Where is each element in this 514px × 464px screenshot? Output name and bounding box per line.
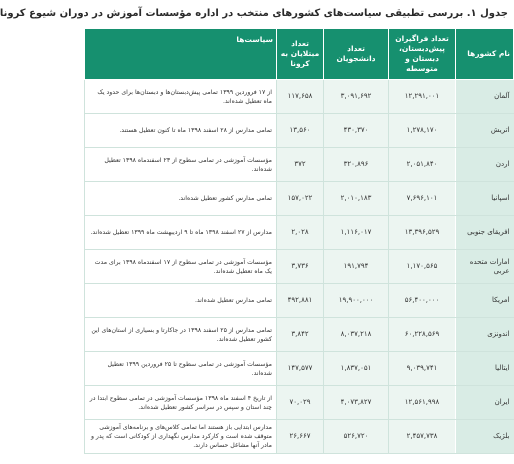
policy-cell: مدارس ابتدایی باز هستند اما تمامی کلاس‌های و برنامه‌های آموزشی متوقف شده است و کارکرد مدارس نگهداری از کودکانی است که پدر و مادر آنها مشاغل حساس دارند. bbox=[85, 420, 277, 454]
university-cell: ۱,۸۳۷,۰۵۱ bbox=[324, 352, 389, 386]
university-cell: ۴۳۰,۳۷۰ bbox=[324, 114, 389, 148]
country-cell: امارات متحده عربی bbox=[456, 250, 514, 284]
country-cell: ایتالیا bbox=[456, 352, 514, 386]
policy-cell: مؤسسات آموزشی در تمامی سطوح از ۲۳ اسفندماه ۱۳۹۸ تعطیل شده‌اند. bbox=[85, 148, 277, 182]
policy-cell: تمامی مدارس کشور تعطیل شده‌اند. bbox=[85, 182, 277, 216]
policy-cell: تمامی مدارس از ۲۵ اسفند ۱۳۹۸ در جاکارتا و بسیاری از استان‌های این کشور تعطیل شده‌اند. bbox=[85, 318, 277, 352]
table-row bbox=[85, 148, 514, 182]
infected-cell: ۴۹۲,۸۸۱ bbox=[277, 284, 324, 318]
students-cell: ۲,۴۵۷,۷۳۸ bbox=[389, 420, 456, 454]
table-row bbox=[85, 386, 514, 420]
infected-cell: ۱۵۷,۰۲۲ bbox=[277, 182, 324, 216]
country-cell: اردن bbox=[456, 148, 514, 182]
table-row bbox=[85, 284, 514, 318]
policy-cell: تمامی مدارس از ۲۸ اسفند ۱۳۹۸ ماه تا کنون تعطیل هستند. bbox=[85, 114, 277, 148]
country-cell: بلژیک bbox=[456, 420, 514, 454]
students-cell: ۹,۰۳۹,۷۴۱ bbox=[389, 352, 456, 386]
infected-cell: ۳۷۲ bbox=[277, 148, 324, 182]
students-cell: ۶۰,۲۲۸,۵۶۹ bbox=[389, 318, 456, 352]
header-row bbox=[85, 29, 514, 80]
university-cell: ۱,۱۱۶,۰۱۷ bbox=[324, 216, 389, 250]
table-row bbox=[85, 352, 514, 386]
students-cell: ۱۲,۵۶۱,۹۹۸ bbox=[389, 386, 456, 420]
university-cell: ۱۹۱,۷۹۴ bbox=[324, 250, 389, 284]
table-row bbox=[85, 420, 514, 454]
infected-cell: ۲۶,۶۶۷ bbox=[277, 420, 324, 454]
students-cell: ۱۳,۳۹۶,۵۲۹ bbox=[389, 216, 456, 250]
policy-cell: مؤسسات آموزشی در تمامی سطوح تا ۲۵ فروردین ۱۳۹۹ تعطیل شده‌اند. bbox=[85, 352, 277, 386]
policy-cell: از ۱۷ فروردین ۱۳۹۹ تمامی پیش‌دبستان‌ها و دبستان‌ها برای حدود یک ماه تعطیل شده‌اند. bbox=[85, 80, 277, 114]
students-cell: ۱۲,۲۹۱,۰۰۱ bbox=[389, 80, 456, 114]
infected-cell: ۱۴۷,۵۷۷ bbox=[277, 352, 324, 386]
header-country: نام کشورها bbox=[456, 29, 514, 80]
students-cell: ۷,۶۹۶,۱۰۱ bbox=[389, 182, 456, 216]
comparison-table bbox=[84, 28, 514, 454]
table-row bbox=[85, 80, 514, 114]
table-row bbox=[85, 182, 514, 216]
country-cell: افریقای جنوبی bbox=[456, 216, 514, 250]
table-row bbox=[85, 216, 514, 250]
students-cell: ۲,۰۵۱,۸۴۰ bbox=[389, 148, 456, 182]
table-row bbox=[85, 114, 514, 148]
header-students: تعداد فراگیران پیش‌دبستان، دبستان و متوسطه bbox=[389, 29, 456, 80]
country-cell: اتریش bbox=[456, 114, 514, 148]
policy-cell: مدارس از ۲۷ اسفند ۱۳۹۸ ماه تا ۹ اردیبهشت ماه ۱۳۹۹ تعطیل شده‌اند. bbox=[85, 216, 277, 250]
infected-cell: ۲,۰۲۸ bbox=[277, 216, 324, 250]
policy-cell: از تاریخ ۴ اسفند ماه ۱۳۹۸ مؤسسات آموزشی در تمامی سطوح ابتدا در چند استان و سپس در سراسر کشور تعطیل شده‌اند. bbox=[85, 386, 277, 420]
university-cell: ۲,۰۱۰,۱۸۳ bbox=[324, 182, 389, 216]
country-cell: ایران bbox=[456, 386, 514, 420]
table-row bbox=[85, 250, 514, 284]
university-cell: ۸,۰۳۷,۲۱۸ bbox=[324, 318, 389, 352]
table-title: جدول ۱. بررسی تطبیقی سیاست‌های کشورهای منتخب در اداره مؤسسات آموزش در دوران شیوع کرونا bbox=[85, 0, 514, 28]
university-cell: ۴,۰۷۳,۸۲۷ bbox=[324, 386, 389, 420]
university-cell: ۵۲۶,۷۲۰ bbox=[324, 420, 389, 454]
header-policy: سیاست‌ها bbox=[85, 29, 277, 80]
country-cell: اندونزی bbox=[456, 318, 514, 352]
header-university: تعداد دانشجویان bbox=[324, 29, 389, 80]
students-cell: ۵۶,۴۰۰,۰۰۰ bbox=[389, 284, 456, 318]
infected-cell: ۳,۸۴۲ bbox=[277, 318, 324, 352]
infected-cell: ۳,۷۳۶ bbox=[277, 250, 324, 284]
infected-cell: ۱۳,۵۶۰ bbox=[277, 114, 324, 148]
university-cell: ۳۲۰,۸۹۶ bbox=[324, 148, 389, 182]
country-cell: اسپانیا bbox=[456, 182, 514, 216]
policy-cell: مؤسسات آموزشی در تمامی سطوح از ۱۷ اسفندماه ۱۳۹۸ برای مدت یک ماه تعطیل شده‌اند. bbox=[85, 250, 277, 284]
university-cell: ۱۹,۹۰۰,۰۰۰ bbox=[324, 284, 389, 318]
students-cell: ۱,۱۷۰,۵۶۵ bbox=[389, 250, 456, 284]
country-cell: امریکا bbox=[456, 284, 514, 318]
policy-cell: تمامی مدارس تعطیل شده‌اند. bbox=[85, 284, 277, 318]
table-row bbox=[85, 318, 514, 352]
infected-cell: ۱۱۷,۶۵۸ bbox=[277, 80, 324, 114]
header-infected: تعداد مبتلایان به کرونا bbox=[277, 29, 324, 80]
students-cell: ۱,۲۷۸,۱۷۰ bbox=[389, 114, 456, 148]
university-cell: ۳,۰۹۱,۶۹۲ bbox=[324, 80, 389, 114]
country-cell: آلمان bbox=[456, 80, 514, 114]
infected-cell: ۷۰,۰۲۹ bbox=[277, 386, 324, 420]
